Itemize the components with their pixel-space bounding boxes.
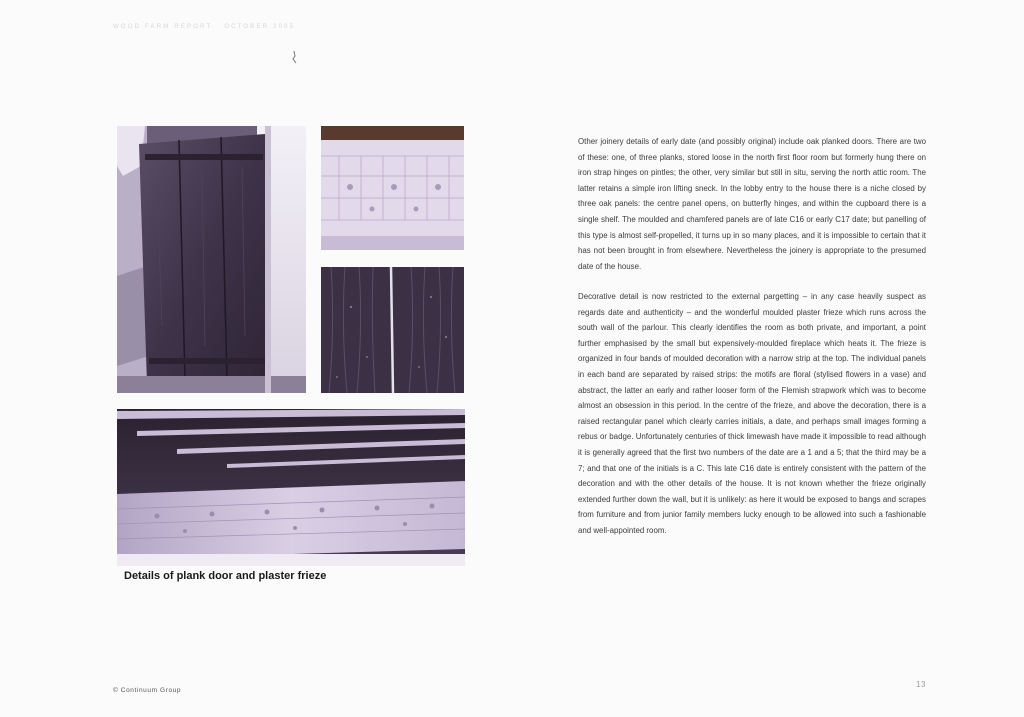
wood-grain-detail-photo <box>321 267 464 393</box>
body-paragraph-joinery: Other joinery details of early date (and possibly original) include oak planked doors. There are two of these: one, of three planks, stored loose in the north first floor room but formerly hung there on iron strap hinges on pintles; the other, very similar but still in situ, serving the north attic room. The latter retains a simple iron lifting sneck. In the lobby entry to the house there is a niche closed by three oak panels: the centre panel opens, on butterfly hinges, and within the cupboard there is a single shelf. The moulded and chamfered panels are of late C16 or early C17 date; but panelling of this type is almost self-propelled, it turns up in so many places, and it is impossible to certain that it has not been brought in from elsewhere. Nevertheless the joinery is appropriate to the presumed date of the house. <box>578 137 926 271</box>
running-header: WOOD FARM REPORT · OCTOBER 2005 <box>113 24 296 30</box>
body-paragraph-decorative-detail: Decorative detail is now restricted to the external pargetting – in any case heavily suspect as regards date and authenticity – and the wonderful moulded plaster frieze which runs across the south wall of the parlour. This clearly identifies the room as both private, and important, a point further emphasised by the small but expensively-moulded fireplace which heats it. The frieze is organized in four bands of moulded decoration with a narrow strip at the top. The individual panels in each band are separated by raised strips: the motifs are floral (stylised flowers in a vase) and abstract, the latter an early and rather looser form of the Flemish strapwork which was to become almost an obsession in this period. In the centre of the frieze, and above the decoration, there is a raised rectangular panel which clearly carries initials, a date, and perhaps small images forming a rebus or badge. Unfortunately centuries of thick limewash have made it impossible to read although it is generally agreed that the first two numbers of the date are a 1 and a 5; that the third may be a 7; and that one of the initials is a C. This late C16 date is entirely consistent with the pattern of the decoration and with the other details of the house. It is not known whether the frieze originally extended further down the wall, but it is unlikely: as here it would be exposed to bangs and scrapes from furniture and from junior family members lucky enough to be allowed into such a fashionable and well-appointed room. <box>578 292 926 535</box>
plank-door-photo <box>117 126 306 393</box>
footer-publisher: © Continuum Group <box>113 687 182 694</box>
scan-mark <box>292 50 298 64</box>
plaster-frieze-detail-photo <box>321 126 464 250</box>
page-number: 13 <box>916 680 926 689</box>
plaster-frieze-wall-photo <box>117 409 465 566</box>
figure-caption: Details of plank door and plaster frieze <box>124 570 327 582</box>
